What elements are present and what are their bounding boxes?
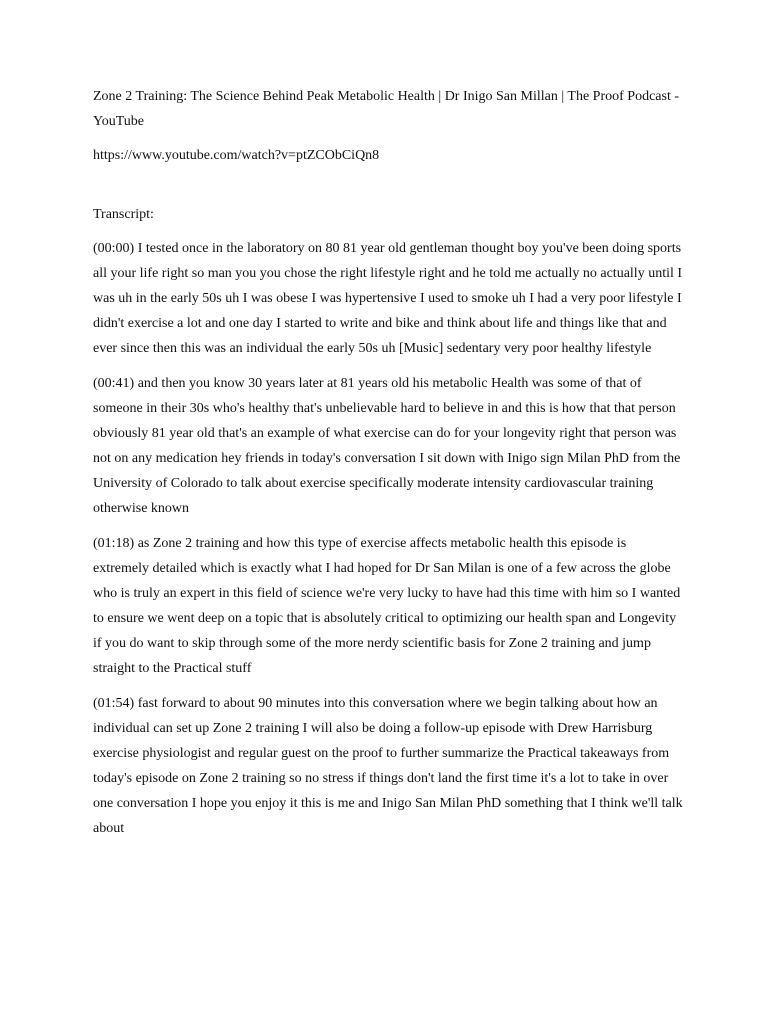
document-page <box>93 84 683 851</box>
document-title: Zone 2 Training: The Science Behind Peak Metabolic Health | Dr Inigo San Millan | The Proof Podcast - YouTube <box>93 89 679 129</box>
transcript-paragraph-2: (00:41) and then you know 30 years later at 81 years old his metabolic Health was some of that of someone in their 30s who's healthy that's unbelievable hard to believe in and this is how that that person obviously 81 year old that's an example of what exercise can do for your longevity right that person was not on any medication hey friends in today's conversation I sit down with Inigo sign Milan PhD from the University of Colorado to talk about exercise specifically moderate intensity cardiovascular training otherwise known <box>93 376 681 516</box>
transcript-paragraph-3: (01:18) as Zone 2 training and how this type of exercise affects metabolic health this episode is extremely detailed which is exactly what I had hoped for Dr San Milan is one of a few across the globe who is truly an expert in this field of science we're very lucky to have had this time with him so I wanted to ensure we went deep on a topic that is absolutely critical to optimizing our health span and Longevity if you do want to skip through some of the more nerdy scientific basis for Zone 2 training and jump straight to the Practical stuff <box>93 536 681 676</box>
video-url: https://www.youtube.com/watch?v=ptZCObCiQn8 <box>93 148 380 163</box>
transcript-paragraph-4: (01:54) fast forward to about 90 minutes into this conversation where we begin talking about how an individual can set up Zone 2 training I will also be doing a follow-up episode with Drew Harrisburg exercise physiologist and regular guest on the proof to further summarize the Practical takeaways from today's episode on Zone 2 training so no stress if things don't land the first time it's a lot to take in over one conversation I hope you enjoy it this is me and Inigo San Milan PhD something that I think we'll talk about <box>93 696 683 836</box>
transcript-paragraph-1: (00:00) I tested once in the laboratory on 80 81 year old gentleman thought boy you've been doing sports all your life right so man you you chose the right lifestyle right and he told me actually no actually until I was uh in the early 50s uh I was obese I was hypertensive I used to smoke uh I had a very poor lifestyle I didn't exercise a lot and one day I started to write and bike and think about life and things like that and ever since then this was an individual the early 50s uh [Music] sedentary very poor healthy lifestyle <box>93 241 683 356</box>
transcript-heading: Transcript: <box>93 207 154 222</box>
